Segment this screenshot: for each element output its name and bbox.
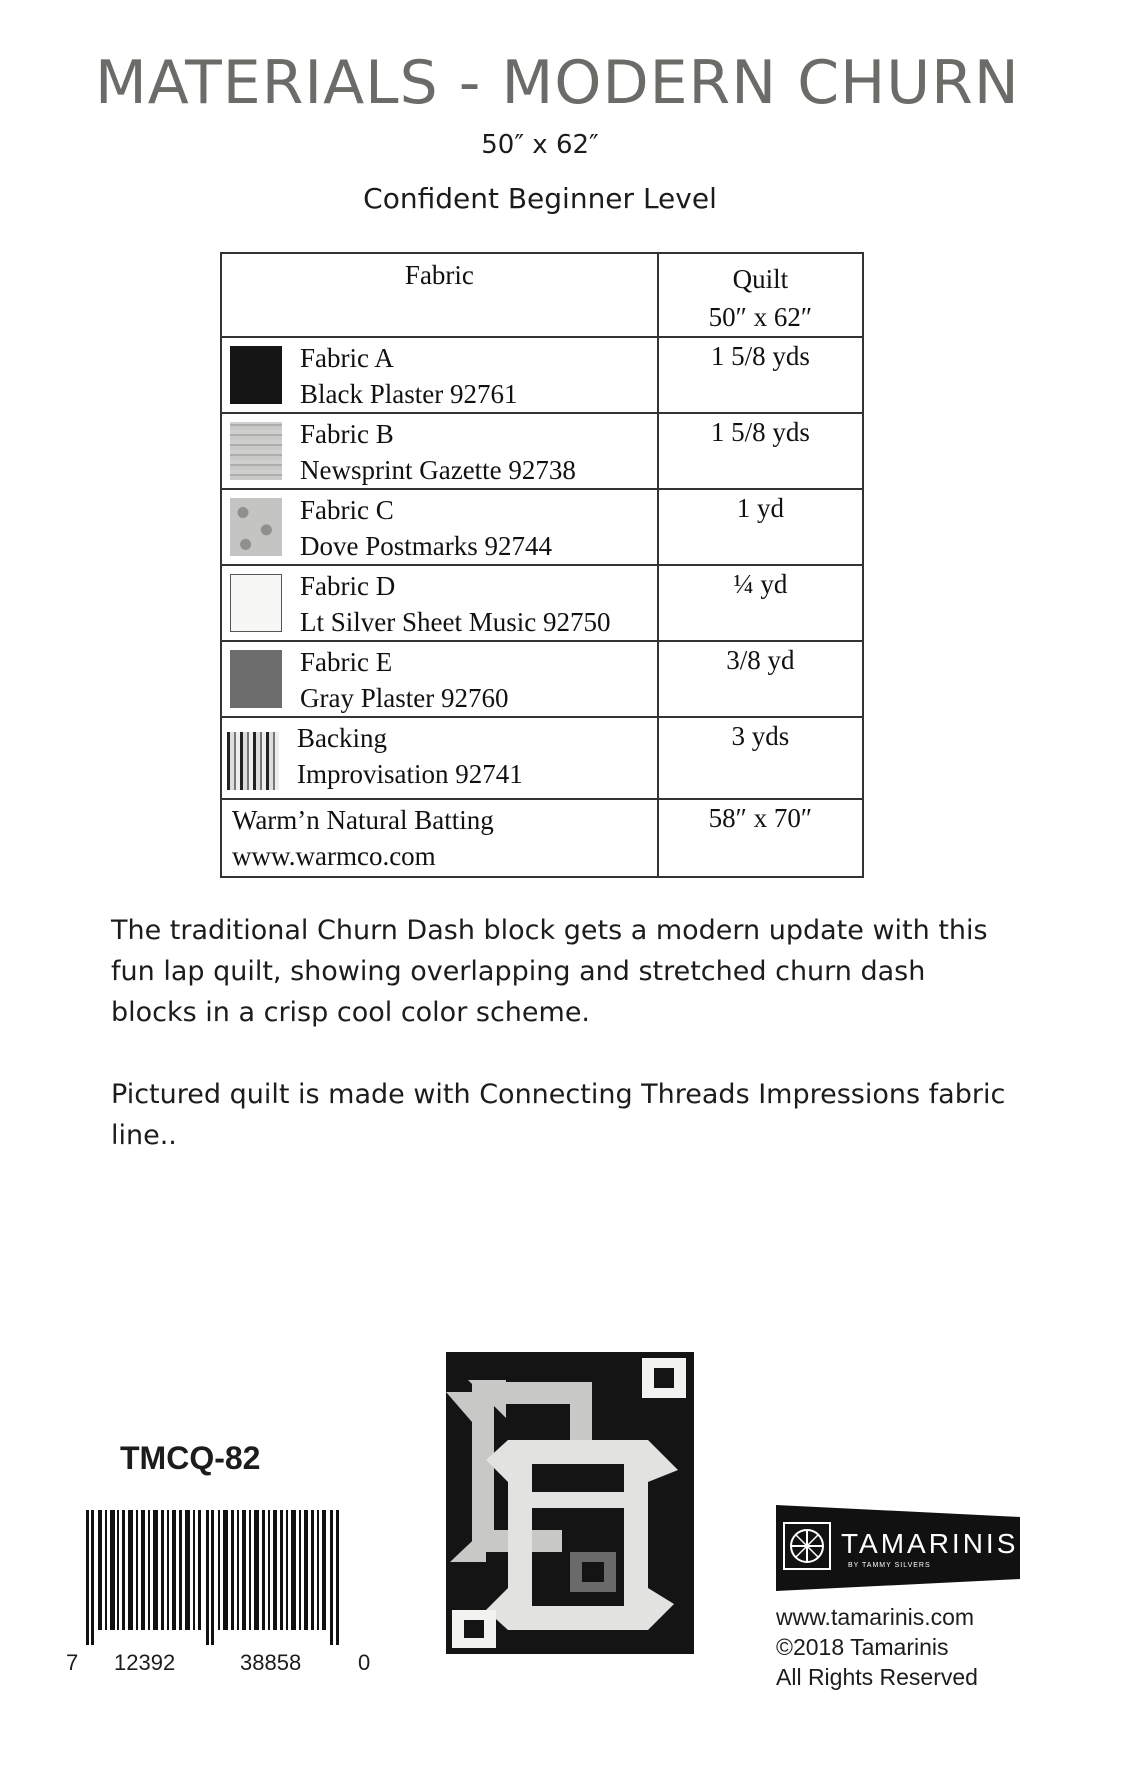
header-quilt-label: Quilt xyxy=(732,264,789,294)
table-row xyxy=(221,565,863,641)
quilt-image xyxy=(446,1352,694,1654)
fabric-detail: Gray Plaster 92760 xyxy=(300,683,509,713)
copyright-text: ©2018 Tamarinis xyxy=(776,1634,949,1660)
fabric-c-swatch xyxy=(230,498,282,556)
batting-cell xyxy=(221,799,658,877)
fabric-name: Fabric E xyxy=(300,647,393,677)
pictured-note: Pictured quilt is made with Connecting Threads Impressions fabric line.. xyxy=(111,1079,1006,1151)
fabric-quantity: 1 5/8 yds xyxy=(658,413,863,489)
batting-quantity: 58″ x 70″ xyxy=(658,799,863,877)
barcode-digits-left: 12392 xyxy=(114,1650,176,1675)
fabric-name: Fabric D xyxy=(300,571,396,601)
fabric-cell xyxy=(221,337,658,413)
table-row xyxy=(221,717,863,799)
fabric-e-swatch xyxy=(230,650,282,708)
barcode-image xyxy=(86,1510,346,1645)
fabric-detail: Dove Postmarks 92744 xyxy=(300,531,552,561)
logo-tagline: BY TAMMY SILVERS xyxy=(848,1562,931,1569)
table-row xyxy=(221,799,863,877)
fabric-name: Fabric C xyxy=(300,495,394,525)
skill-level: Confident Beginner Level xyxy=(363,182,717,215)
fabric-detail: Black Plaster 92761 xyxy=(300,379,518,409)
table-row xyxy=(221,489,863,565)
header-quilt xyxy=(658,253,863,337)
fabric-quantity: 1 yd xyxy=(658,489,863,565)
table-header-row xyxy=(221,253,863,337)
fabric-cell xyxy=(221,565,658,641)
fabric-name: Fabric B xyxy=(300,419,394,449)
fabric-cell xyxy=(221,717,658,799)
materials-table xyxy=(220,252,864,878)
header-quilt-size: 50″ x 62″ xyxy=(708,302,813,332)
fabric-a-swatch xyxy=(230,346,282,404)
table-row xyxy=(221,641,863,717)
backing-swatch xyxy=(227,732,279,790)
fabric-quantity: 3 yds xyxy=(658,717,863,799)
website-text: www.tamarinis.com xyxy=(776,1604,975,1630)
fabric-detail: Newsprint Gazette 92738 xyxy=(300,455,576,485)
fabric-name: Backing xyxy=(297,723,387,753)
fabric-quantity: 1 5/8 yds xyxy=(658,337,863,413)
barcode-digits-right: 38858 xyxy=(240,1650,302,1675)
description: The traditional Churn Dash block gets a modern update with this fun lap quilt, showing overlapping and stretched churn dash blocks in a crisp cool color scheme. xyxy=(111,915,988,1028)
fabric-detail: Lt Silver Sheet Music 92750 xyxy=(300,607,611,637)
fabric-cell xyxy=(221,641,658,717)
product-sku: TMCQ-82 xyxy=(120,1440,261,1476)
table-row xyxy=(221,337,863,413)
barcode-digit-first: 7 xyxy=(66,1650,79,1675)
barcode-digit-last: 0 xyxy=(358,1650,371,1675)
fabric-cell xyxy=(221,413,658,489)
fabric-quantity: 3/8 yd xyxy=(658,641,863,717)
fabric-b-swatch xyxy=(230,422,282,480)
fabric-detail: Improvisation 92741 xyxy=(297,759,523,789)
logo-wordmark: TAMARINIS xyxy=(841,1528,1019,1559)
fabric-quantity: ¼ yd xyxy=(658,565,863,641)
fabric-d-swatch xyxy=(230,574,282,632)
quilt-size: 50″ x 62″ xyxy=(481,130,599,160)
fabric-name: Fabric A xyxy=(300,343,394,373)
table-row xyxy=(221,413,863,489)
batting-name: Warm’n Natural Batting xyxy=(232,805,494,835)
rights-text: All Rights Reserved xyxy=(776,1664,978,1690)
batting-website: www.warmco.com xyxy=(232,841,436,871)
page-title: MATERIALS - MODERN CHURN xyxy=(95,48,1020,118)
header-fabric: Fabric xyxy=(221,253,658,337)
fabric-cell xyxy=(221,489,658,565)
